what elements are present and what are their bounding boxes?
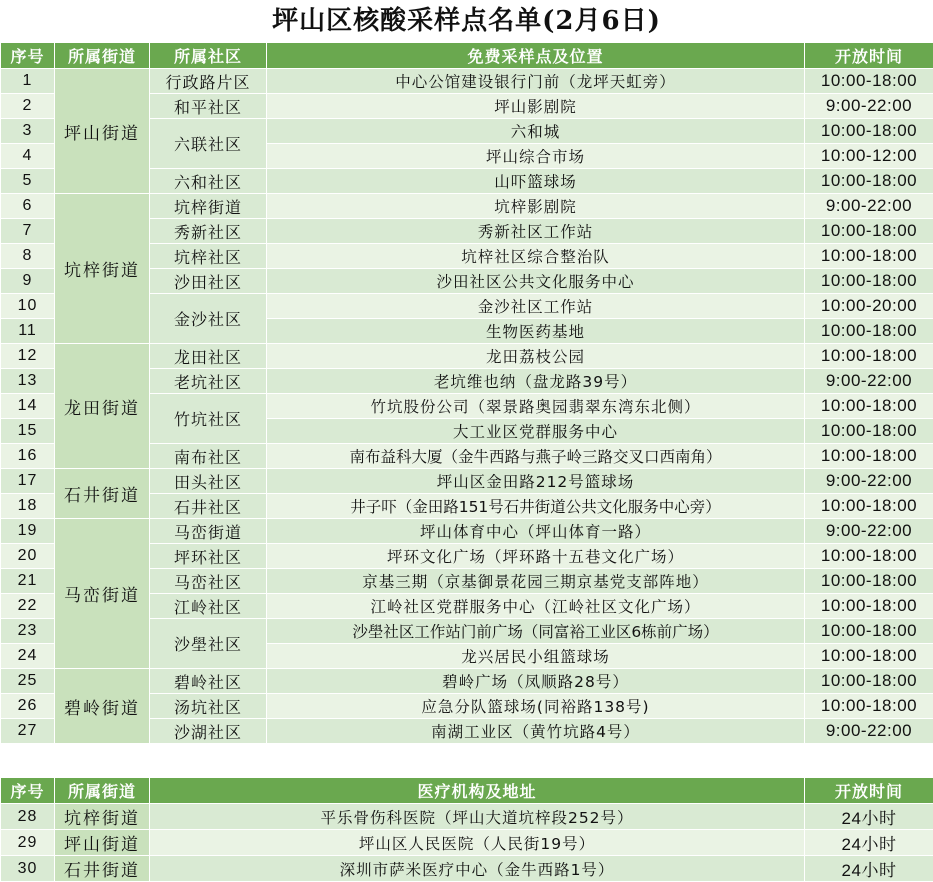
table-row [1, 194, 933, 219]
sampling-sites-table [0, 42, 933, 744]
site-cell: 龙兴居民小组篮球场 [267, 644, 805, 669]
time-cell: 10:00-18:00 [805, 694, 933, 719]
site-cell: 六和城 [267, 119, 805, 144]
site-cell: 坑梓影剧院 [267, 194, 805, 219]
row-number: 1 [1, 69, 55, 94]
site-cell: 老坑维也纳（盘龙路39号） [267, 369, 805, 394]
street-cell: 龙田街道 [55, 344, 150, 469]
community-cell: 沙湖社区 [150, 719, 267, 744]
table-row [1, 344, 933, 369]
site-cell: 碧岭广场（凤顺路28号） [267, 669, 805, 694]
community-cell: 马峦街道 [150, 519, 267, 544]
header-site: 免费采样点及位置 [267, 43, 805, 69]
community-cell: 和平社区 [150, 94, 267, 119]
row-number: 6 [1, 194, 55, 219]
time-cell: 10:00-18:00 [805, 219, 933, 244]
row-number: 7 [1, 219, 55, 244]
community-cell: 坑梓街道 [150, 194, 267, 219]
row-number: 2 [1, 94, 55, 119]
street-cell: 坪山街道 [55, 830, 150, 856]
medical-institutions-table [0, 777, 933, 882]
site-cell: 生物医药基地 [267, 319, 805, 344]
street-cell: 石井街道 [55, 856, 150, 882]
header-street: 所属街道 [55, 778, 150, 804]
table-row [1, 69, 933, 94]
site-cell: 山吓篮球场 [267, 169, 805, 194]
row-number: 28 [1, 804, 55, 830]
table-gap [0, 753, 933, 777]
time-cell: 10:00-18:00 [805, 594, 933, 619]
street-cell: 坑梓街道 [55, 194, 150, 344]
time-cell: 9:00-22:00 [805, 519, 933, 544]
time-cell: 10:00-18:00 [805, 544, 933, 569]
community-cell: 汤坑社区 [150, 694, 267, 719]
street-cell: 石井街道 [55, 469, 150, 519]
time-cell: 10:00-18:00 [805, 419, 933, 444]
community-cell: 金沙社区 [150, 294, 267, 344]
community-cell: 碧岭社区 [150, 669, 267, 694]
site-cell: 南湖工业区（黄竹坑路4号） [267, 719, 805, 744]
site-cell: 坪山区金田路212号篮球场 [267, 469, 805, 494]
site-cell: 井子吓（金田路151号石井街道公共文化服务中心旁） [267, 494, 805, 519]
header-no: 序号 [1, 778, 55, 804]
row-number: 11 [1, 319, 55, 344]
time-cell: 10:00-18:00 [805, 119, 933, 144]
row-number: 12 [1, 344, 55, 369]
community-cell: 龙田社区 [150, 344, 267, 369]
community-cell: 六联社区 [150, 119, 267, 169]
row-number: 22 [1, 594, 55, 619]
header-no: 序号 [1, 43, 55, 69]
time-cell: 10:00-20:00 [805, 294, 933, 319]
row-number: 27 [1, 719, 55, 744]
table-row [1, 669, 933, 694]
row-number: 4 [1, 144, 55, 169]
table-row [1, 804, 933, 830]
time-cell: 10:00-18:00 [805, 244, 933, 269]
row-number: 18 [1, 494, 55, 519]
table-row [1, 519, 933, 544]
community-cell: 行政路片区 [150, 69, 267, 94]
site-cell: 秀新社区工作站 [267, 219, 805, 244]
time-cell: 9:00-22:00 [805, 194, 933, 219]
table-header-row [1, 778, 933, 804]
community-cell: 田头社区 [150, 469, 267, 494]
community-cell: 沙壆社区 [150, 619, 267, 669]
community-cell: 秀新社区 [150, 219, 267, 244]
community-cell: 江岭社区 [150, 594, 267, 619]
site-cell: 深圳市萨米医疗中心（金牛西路1号） [150, 856, 805, 882]
time-cell: 10:00-18:00 [805, 669, 933, 694]
time-cell: 10:00-18:00 [805, 619, 933, 644]
row-number: 26 [1, 694, 55, 719]
row-number: 16 [1, 444, 55, 469]
street-cell: 坑梓街道 [55, 804, 150, 830]
community-cell: 南布社区 [150, 444, 267, 469]
header-community: 所属社区 [150, 43, 267, 69]
site-cell: 大工业区党群服务中心 [267, 419, 805, 444]
community-cell: 马峦社区 [150, 569, 267, 594]
time-cell: 10:00-18:00 [805, 644, 933, 669]
community-cell: 坪环社区 [150, 544, 267, 569]
time-cell: 10:00-12:00 [805, 144, 933, 169]
row-number: 3 [1, 119, 55, 144]
row-number: 25 [1, 669, 55, 694]
site-cell: 南布益科大厦（金牛西路与燕子岭三路交叉口西南角） [267, 444, 805, 469]
street-cell: 碧岭街道 [55, 669, 150, 744]
row-number: 14 [1, 394, 55, 419]
row-number: 19 [1, 519, 55, 544]
row-number: 5 [1, 169, 55, 194]
header-street: 所属街道 [55, 43, 150, 69]
site-cell: 竹坑股份公司（翠景路奥园翡翠东湾东北侧） [267, 394, 805, 419]
header-institution: 医疗机构及地址 [150, 778, 805, 804]
community-cell: 坑梓社区 [150, 244, 267, 269]
row-number: 24 [1, 644, 55, 669]
community-cell: 沙田社区 [150, 269, 267, 294]
row-number: 10 [1, 294, 55, 319]
street-cell: 马峦街道 [55, 519, 150, 669]
time-cell: 10:00-18:00 [805, 319, 933, 344]
site-cell: 沙田社区公共文化服务中心 [267, 269, 805, 294]
time-cell: 9:00-22:00 [805, 369, 933, 394]
community-cell: 六和社区 [150, 169, 267, 194]
site-cell: 京基三期（京基御景花园三期京基党支部阵地） [267, 569, 805, 594]
site-cell: 坑梓社区综合整治队 [267, 244, 805, 269]
row-number: 30 [1, 856, 55, 882]
time-cell: 10:00-18:00 [805, 494, 933, 519]
site-cell: 坪环文化广场（坪环路十五巷文化广场） [267, 544, 805, 569]
time-cell: 9:00-22:00 [805, 469, 933, 494]
time-cell: 10:00-18:00 [805, 344, 933, 369]
time-cell: 10:00-18:00 [805, 69, 933, 94]
row-number: 29 [1, 830, 55, 856]
row-number: 13 [1, 369, 55, 394]
community-cell: 石井社区 [150, 494, 267, 519]
table-row [1, 469, 933, 494]
time-cell: 10:00-18:00 [805, 444, 933, 469]
site-cell: 坪山体育中心（坪山体育一路） [267, 519, 805, 544]
site-cell: 平乐骨伤科医院（坪山大道坑梓段252号） [150, 804, 805, 830]
time-cell: 24小时 [805, 856, 933, 882]
table-row [1, 856, 933, 882]
time-cell: 10:00-18:00 [805, 569, 933, 594]
header-time: 开放时间 [805, 778, 933, 804]
street-cell: 坪山街道 [55, 69, 150, 194]
site-cell: 坪山综合市场 [267, 144, 805, 169]
row-number: 17 [1, 469, 55, 494]
site-cell: 沙壆社区工作站门前广场（同富裕工业区6栋前广场） [267, 619, 805, 644]
row-number: 8 [1, 244, 55, 269]
row-number: 15 [1, 419, 55, 444]
page-title: 坪山区核酸采样点名单(2月6日) [0, 0, 933, 42]
community-cell: 竹坑社区 [150, 394, 267, 444]
site-cell: 龙田荔枝公园 [267, 344, 805, 369]
site-cell: 应急分队篮球场(同裕路138号) [267, 694, 805, 719]
site-cell: 坪山影剧院 [267, 94, 805, 119]
time-cell: 10:00-18:00 [805, 394, 933, 419]
time-cell: 9:00-22:00 [805, 719, 933, 744]
time-cell: 9:00-22:00 [805, 94, 933, 119]
row-number: 9 [1, 269, 55, 294]
time-cell: 10:00-18:00 [805, 169, 933, 194]
site-cell: 江岭社区党群服务中心（江岭社区文化广场） [267, 594, 805, 619]
site-cell: 金沙社区工作站 [267, 294, 805, 319]
row-number: 21 [1, 569, 55, 594]
time-cell: 24小时 [805, 830, 933, 856]
site-cell: 坪山区人民医院（人民街19号） [150, 830, 805, 856]
time-cell: 24小时 [805, 804, 933, 830]
row-number: 23 [1, 619, 55, 644]
table-row [1, 830, 933, 856]
time-cell: 10:00-18:00 [805, 269, 933, 294]
community-cell: 老坑社区 [150, 369, 267, 394]
header-time: 开放时间 [805, 43, 933, 69]
row-number: 20 [1, 544, 55, 569]
site-cell: 中心公馆建设银行门前（龙坪天虹旁） [267, 69, 805, 94]
table-header-row [1, 43, 933, 69]
